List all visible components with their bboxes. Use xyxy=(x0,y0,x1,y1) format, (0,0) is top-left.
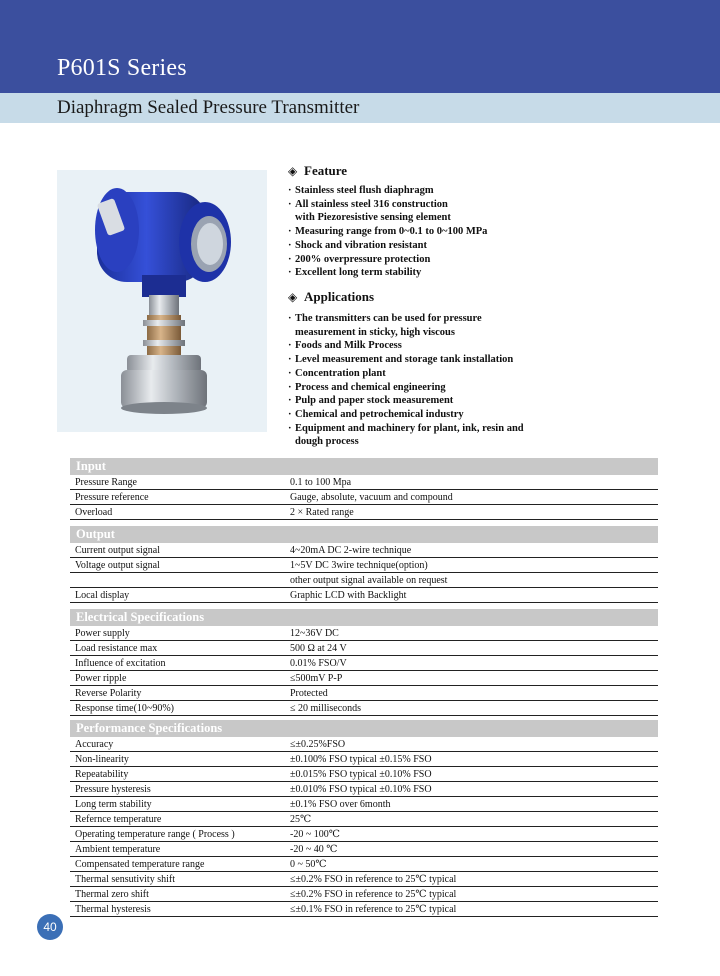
table-row: Power supply 12~36V DC xyxy=(70,626,658,641)
table-row: Ambient temperature -20 ~ 40 ℃ xyxy=(70,842,658,857)
electrical-spec-table xyxy=(70,609,658,716)
table-row: Load resistance max 500 Ω at 24 V xyxy=(70,641,658,656)
list-item: · Measuring range from 0~0.1 to 0~100 MPa xyxy=(288,226,488,238)
spec-group-heading: Performance Specifications xyxy=(70,720,658,737)
table-row: Power ripple ≤500mV P-P xyxy=(70,671,658,686)
list-item: · Shock and vibration resistant xyxy=(288,239,427,251)
table-row: Operating temperature range ( Process ) -20 ~ 100℃ xyxy=(70,827,658,842)
page-number-badge: 40 xyxy=(37,914,63,940)
feature-title: Feature xyxy=(304,163,348,178)
diamond-icon: ◈ xyxy=(288,290,298,304)
list-item: · 200% overpressure protection xyxy=(288,253,431,265)
transmitter-illustration xyxy=(57,170,267,432)
diamond-icon: ◈ xyxy=(288,164,298,178)
table-row: Compensated temperature range 0 ~ 50℃ xyxy=(70,857,658,872)
table-row: Accuracy ≤±0.25%FSO xyxy=(70,737,658,752)
performance-spec-table xyxy=(70,720,658,917)
list-item: · Pulp and paper stock measurement xyxy=(288,395,454,407)
list-item: · Stainless steel flush diaphragm xyxy=(288,185,434,196)
applications-list xyxy=(288,312,524,449)
series-title: P601S Series xyxy=(57,55,187,81)
applications-title: Applications xyxy=(304,289,375,304)
list-item: · Concentration plant xyxy=(288,367,386,379)
list-item: · Equipment and machinery for plant, ink, resin and xyxy=(288,422,524,434)
table-row: Current output signal 4~20mA DC 2-wire technique xyxy=(70,543,658,558)
table-row: Thermal hysteresis ≤±0.1% FSO in reference to 25℃ typical xyxy=(70,902,658,917)
list-item: · Foods and Milk Process xyxy=(288,340,402,352)
list-item-continued: dough process xyxy=(295,436,359,448)
table-row: Refernce temperature 25℃ xyxy=(70,812,658,827)
table-row: Influence of excitation 0.01% FSO/V xyxy=(70,656,658,671)
output-spec-table xyxy=(70,526,658,603)
feature-list xyxy=(288,184,487,280)
table-row: Long term stability ±0.1% FSO over 6month xyxy=(70,797,658,812)
table-row: other output signal available on request xyxy=(70,573,658,588)
list-item-continued: measurement in sticky, high viscous xyxy=(295,326,455,338)
table-row: Pressure hysteresis ±0.010% FSO typical ±0.10% FSO xyxy=(70,782,658,797)
feature-heading xyxy=(288,163,347,179)
table-row: Non-linearity ±0.100% FSO typical ±0.15% FSO xyxy=(70,752,658,767)
list-item-continued: with Piezoresistive sensing element xyxy=(295,212,451,224)
product-photo xyxy=(57,170,267,432)
table-row: Overload 2 × Rated range xyxy=(70,505,658,520)
table-row: Repeatability ±0.015% FSO typical ±0.10% FSO xyxy=(70,767,658,782)
spec-group-heading: Input xyxy=(70,458,658,475)
list-item: · Excellent long term stability xyxy=(288,267,422,279)
input-spec-table xyxy=(70,458,658,520)
list-item: · Level measurement and storage tank installation xyxy=(288,354,514,366)
list-item: · Chemical and petrochemical industry xyxy=(288,408,464,420)
spec-group-heading: Electrical Specifications xyxy=(70,609,658,626)
table-row: Response time(10~90%) ≤ 20 milliseconds xyxy=(70,701,658,716)
table-row: Pressure reference Gauge, absolute, vacuum and compound xyxy=(70,490,658,505)
applications-heading xyxy=(288,289,374,305)
page-subtitle: Diaphragm Sealed Pressure Transmitter xyxy=(57,97,360,118)
list-item: · Process and chemical engineering xyxy=(288,381,446,393)
table-row: Voltage output signal 1~5V DC 3wire technique(option) xyxy=(70,558,658,573)
list-item: · All stainless steel 316 construction xyxy=(288,198,448,210)
table-row: Thermal sensutivity shift ≤±0.2% FSO in reference to 25℃ typical xyxy=(70,872,658,887)
list-item: · The transmitters can be used for pressure xyxy=(288,313,482,324)
table-row: Thermal zero shift ≤±0.2% FSO in reference to 25℃ typical xyxy=(70,887,658,902)
table-row: Reverse Polarity Protected xyxy=(70,686,658,701)
table-row: Local display Graphic LCD with Backlight xyxy=(70,588,658,603)
table-row: Pressure Range 0.1 to 100 Mpa xyxy=(70,475,658,490)
spec-group-heading: Output xyxy=(70,526,658,543)
